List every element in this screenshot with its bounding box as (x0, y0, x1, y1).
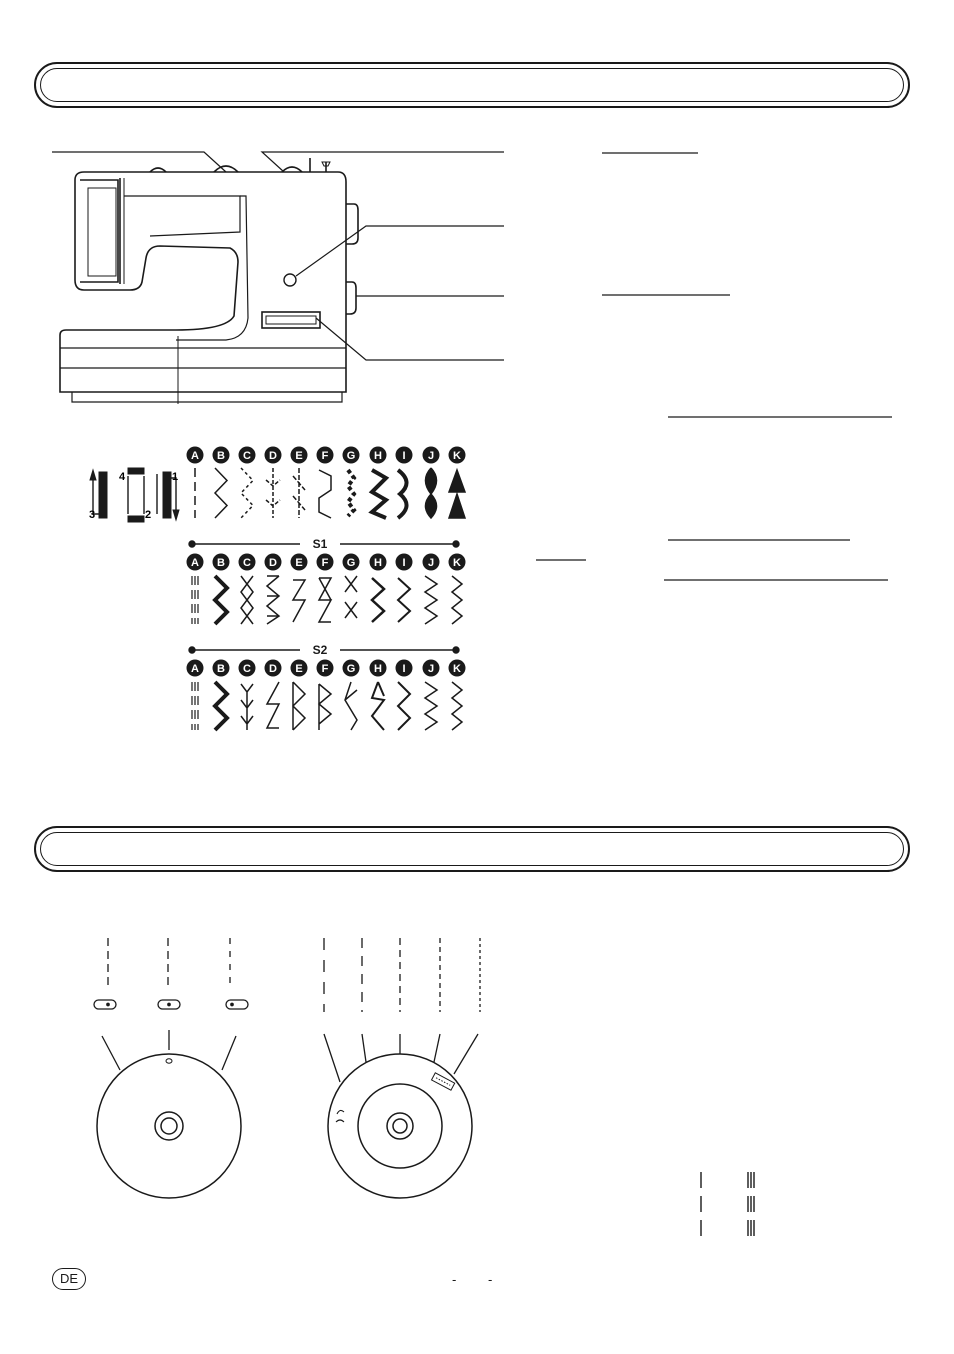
stitch-letter-c: C (243, 663, 251, 675)
pattern-wave-s2-i (398, 682, 410, 730)
pattern-feather-e (293, 580, 305, 622)
stitch-symbol-table (701, 1172, 754, 1236)
stitch-letter-g: G (346, 557, 356, 569)
pattern-chain-s2-f (319, 684, 331, 730)
pattern-blind-d (266, 468, 280, 518)
needle-position-diagram (90, 468, 179, 522)
stitch-letter-row-s2 (187, 660, 466, 677)
stitch-width-dial-diagram (324, 938, 480, 1198)
stitch-letter-k: K (453, 663, 461, 675)
stitch-letter-h: H (374, 557, 382, 569)
stitch-letter-e: E (295, 557, 303, 569)
stitch-letter-f: F (321, 450, 329, 462)
pattern-leaf-s2-g (345, 682, 357, 730)
stitch-letter-i: I (402, 557, 406, 569)
pattern-triple-straight-s2-a (192, 682, 198, 730)
stitch-letter-b: B (217, 663, 225, 675)
stitch-letter-c: C (243, 557, 251, 569)
pattern-square-g (348, 470, 354, 516)
stitch-letter-a: A (191, 663, 199, 675)
stitch-letter-j: J (427, 450, 435, 462)
stitch-letter-i: I (402, 663, 406, 675)
pattern-serpent-s2-e (293, 682, 305, 730)
pattern-zigzag-c (241, 468, 253, 518)
pattern-scallop-i (398, 470, 407, 518)
pattern-feather-s2-d (267, 682, 279, 728)
stitch-patterns-s2 (192, 682, 462, 730)
pattern-cross-g (345, 576, 357, 618)
language-badge: DE (52, 1268, 86, 1290)
pattern-star-s2-h (372, 682, 384, 730)
stitch-letter-b: B (217, 450, 225, 462)
stitch-letter-h: H (374, 663, 382, 675)
stitch-letter-f: F (321, 663, 329, 675)
pattern-wave-i (398, 578, 410, 622)
stitch-letter-k: K (453, 557, 461, 569)
pattern-oval-j (426, 468, 437, 518)
pattern-triangle-k (449, 470, 465, 518)
stitch-letter-g: G (346, 450, 356, 462)
stitch-letter-f: F (321, 557, 329, 569)
stitch-letter-d: D (269, 663, 277, 675)
pattern-zigzag-b (215, 468, 227, 518)
pattern-satin-h (372, 470, 386, 518)
stitch-letter-row-s1 (187, 554, 466, 571)
stitch-letter-c: C (243, 450, 251, 462)
pattern-stretch-f (319, 470, 331, 518)
stitch-patterns-s1 (192, 576, 462, 624)
position-number-3: 3 (89, 509, 96, 521)
pattern-lattice-c (241, 576, 253, 624)
stitch-patterns-main (195, 468, 465, 518)
stitch-row-title-s2: S2 (312, 643, 328, 657)
footer-dash-left: - (452, 1272, 457, 1287)
stitch-letter-d: D (269, 557, 277, 569)
position-number-2: 2 (145, 509, 152, 521)
stitch-letter-i: I (402, 450, 406, 462)
stitch-letter-j: J (427, 557, 435, 569)
pattern-blind-e (293, 468, 305, 518)
stitch-row-title-s1: S1 (312, 537, 328, 551)
stitch-letter-e: E (295, 663, 303, 675)
stitch-letter-b: B (217, 557, 225, 569)
position-number-1: 1 (172, 471, 179, 483)
pattern-triple-zigzag-b (215, 576, 227, 624)
stitch-letter-d: D (269, 450, 277, 462)
pattern-arrow-s2-c (241, 684, 253, 730)
stitch-letter-a: A (191, 450, 199, 462)
stitch-letter-a: A (191, 557, 199, 569)
footer-dash-right: - (488, 1272, 493, 1287)
pattern-wave-j (425, 576, 437, 624)
stitch-letter-k: K (453, 450, 461, 462)
stitch-letter-j: J (427, 663, 435, 675)
text-placeholder-rules (536, 153, 892, 580)
sewing-machine-illustration (52, 152, 504, 404)
pattern-triple-straight-a (192, 576, 198, 624)
pattern-wave-s2-k (452, 682, 462, 730)
pattern-ladder-d (267, 576, 279, 624)
pattern-wave-s2-j (425, 682, 437, 730)
stitch-letter-h: H (374, 450, 382, 462)
position-number-4: 4 (119, 471, 126, 483)
pattern-wave-k (452, 576, 462, 624)
pattern-satin-s2-b (215, 682, 227, 730)
stitch-letter-e: E (295, 450, 303, 462)
pattern-wave-h (372, 578, 384, 622)
stitch-letter-row-main (187, 447, 466, 464)
stitch-letter-g: G (346, 663, 356, 675)
stitch-length-dial-diagram (94, 938, 248, 1198)
pattern-honeycomb-f (319, 578, 331, 622)
